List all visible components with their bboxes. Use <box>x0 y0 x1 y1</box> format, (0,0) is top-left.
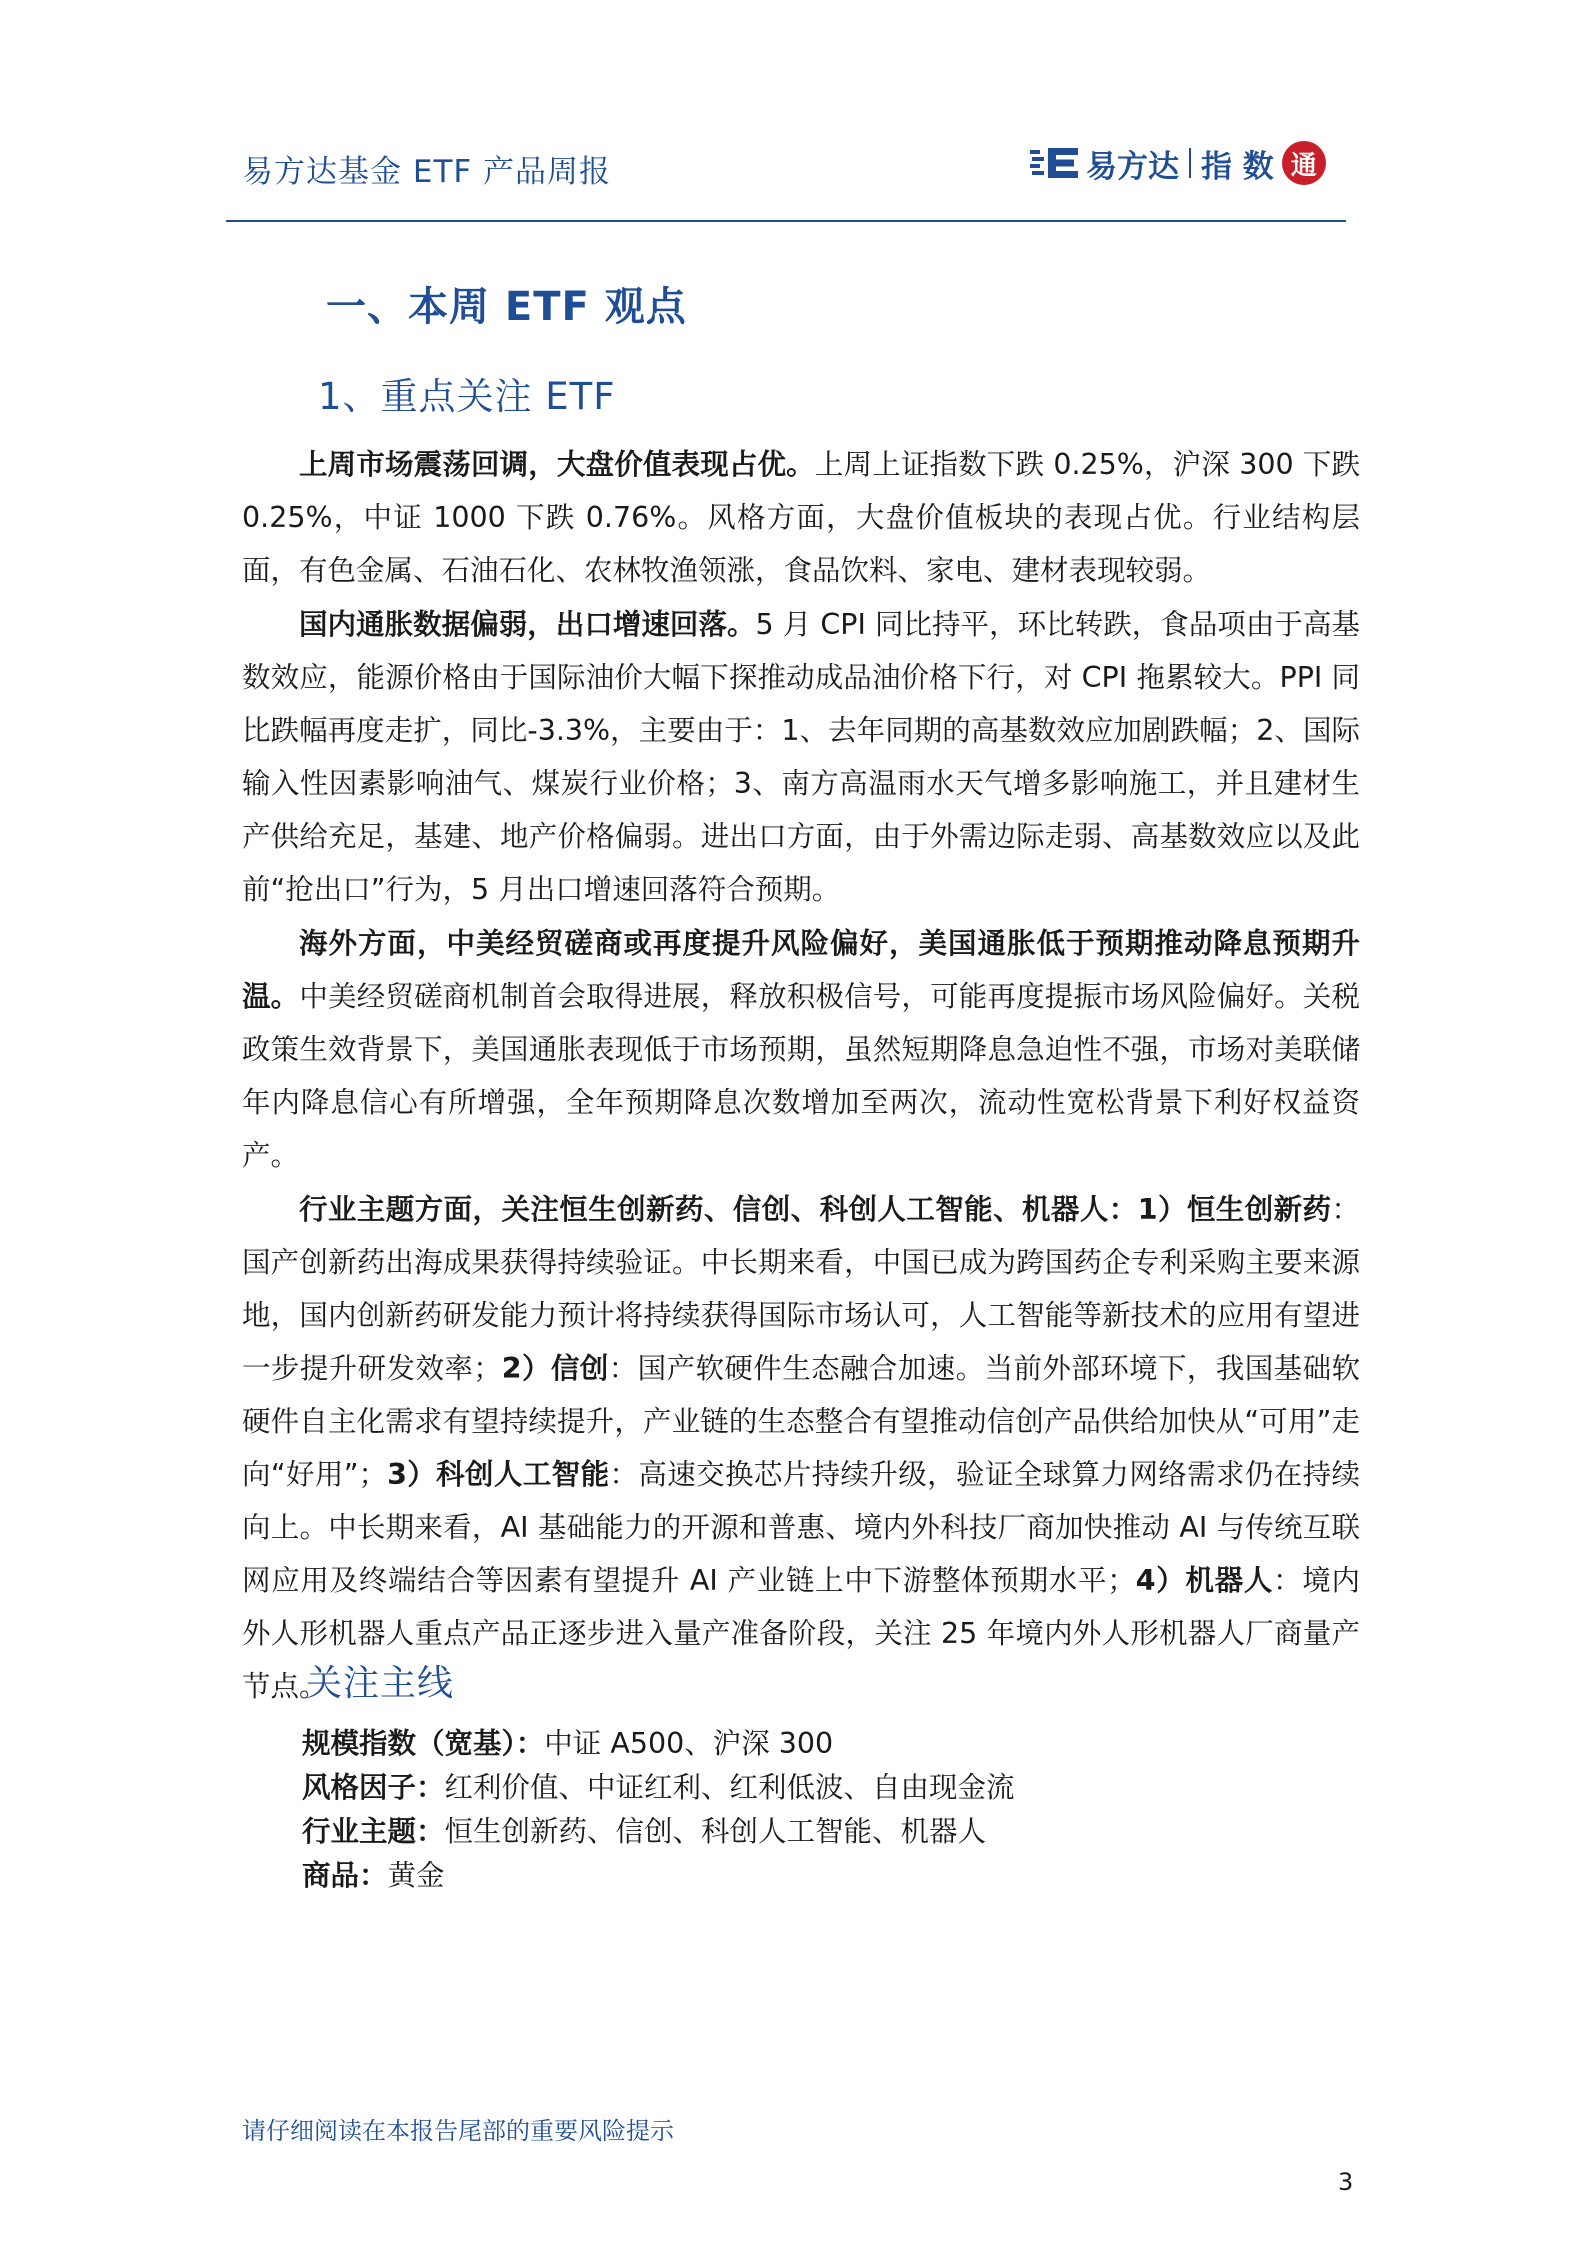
paragraph <box>242 1183 1360 1713</box>
focus-item <box>302 1854 1015 1898</box>
report-title: 易方达基金 ETF 产品周报 <box>242 154 612 190</box>
focus-label: 规模指数（宽基）： <box>302 1727 545 1760</box>
focus-value: 恒生创新药、信创、科创人工智能、机器人 <box>444 1815 987 1848</box>
focus-label: 商品： <box>302 1859 388 1892</box>
focus-label: 风格因子： <box>302 1771 445 1804</box>
focus-label: 行业主题： <box>302 1815 445 1848</box>
logo-badge: 通 <box>1282 141 1326 185</box>
paragraph <box>242 438 1360 597</box>
focus-list <box>302 1722 1015 1898</box>
section-subheading: 1、重点关注 ETF <box>318 375 616 418</box>
section-heading: 一、本周 ETF 观点 <box>326 284 687 330</box>
paragraph <box>242 917 1360 1182</box>
company-logo <box>1030 138 1326 188</box>
paragraph-text: 上周上证指数下跌 0.25%，沪深 300 下跌 0.25%，中证 1000 下跌 0.76%。风格方面，大盘价值板块的表现占优。行业结构层面，有色金属、石油石化、农林牧渔领涨，食品饮料、家电、建材表现较弱。 <box>242 448 1360 587</box>
logo-subtext: 指 数 <box>1201 148 1274 185</box>
topic-label: 1）恒生创新药 <box>1137 1193 1332 1226</box>
paragraph-lead: 上周市场震荡回调，大盘价值表现占优。 <box>299 448 815 481</box>
paragraph-text: ：境内外人形机器人重点产品正逐步进入量产准备阶段，关注 25 年境内外人形机器人厂商量产节点。 <box>242 1564 1360 1703</box>
topic-label: 3）科创人工智能 <box>387 1458 610 1491</box>
paragraph-lead: 国内通胀数据偏弱，出口增速回落。 <box>299 608 756 641</box>
topic-label: 4）机器人 <box>1135 1564 1274 1597</box>
logo-mark-icon <box>1030 148 1080 178</box>
logo-text: 易方达 <box>1086 148 1179 185</box>
paragraph-text: 中美经贸磋商机制首会取得进展，释放积极信号，可能再度提振市场风险偏好。关税政策生效背景下，美国通胀表现低于市场预期，虽然短期降息急迫性不强，市场对美联储年内降息信心有所增强，全年预期降息次数增加至两次，流动性宽松背景下利好权益资产。 <box>242 980 1360 1172</box>
page-number: 3 <box>1338 2168 1354 2196</box>
focus-item <box>302 1810 1015 1854</box>
paragraph-text: ：高速交换芯片持续升级，验证全球算力网络需求仍在持续向上。中长期来看，AI 基础能力的开源和普惠、境内外科技厂商加快推动 AI 与传统互联网应用及终端结合等因素有望提升 AI 产业链上中下游整体预期水平； <box>242 1458 1360 1597</box>
focus-item <box>302 1722 1015 1766</box>
body-text <box>242 438 1360 1714</box>
focus-value: 黄金 <box>387 1859 445 1892</box>
focus-value: 中证 A500、沪深 300 <box>544 1727 834 1760</box>
focus-value: 红利价值、中证红利、红利低波、自由现金流 <box>444 1771 1015 1804</box>
topic-label: 2）信创 <box>501 1352 609 1385</box>
paragraph-lead: 海外方面，中美经贸磋商或再度提升风险偏好，美国通胀低于预期推动降息预期升温。 <box>242 927 1360 1013</box>
paragraph-lead: 行业主题方面，关注恒生创新药、信创、科创人工智能、机器人： <box>299 1193 1138 1226</box>
risk-notice: 请仔细阅读在本报告尾部的重要风险提示 <box>242 2117 674 2145</box>
paragraph-text: ：国产创新药出海成果获得持续验证。中长期来看，中国已成为跨国药企专利采购主要来源地，国内创新药研发能力预计将持续获得国际市场认可，人工智能等新技术的应用有望进一步提升研发效率； <box>242 1193 1360 1385</box>
paragraph-text: ：国产软硬件生态融合加速。当前外部环境下，我国基础软硬件自主化需求有望持续提升，产业链的生态整合有望推动信创产品供给加快从“可用”走向“好用”； <box>242 1352 1360 1491</box>
paragraph-text: 5 月 CPI 同比持平，环比转跌，食品项由于高基数效应，能源价格由于国际油价大幅下探推动成品油价格下行，对 CPI 拖累较大。PPI 同比跌幅再度走扩，同比-3.3%，主要由于：1、去年同期的高基数效应加剧跌幅；2、国际输入性因素影响油气、煤炭行业价格；3、南方高温雨水天气增多影响施工，并且建材生产供给充足，基建、地产价格偏弱。进出口方面，由于外需边际走弱、高基数效应以及此前“抢出口”行为，5 月出口增速回落符合预期。 <box>242 608 1360 906</box>
paragraph <box>242 598 1360 916</box>
focus-item <box>302 1766 1015 1810</box>
logo-divider <box>1189 148 1191 178</box>
focus-title: 关注主线 <box>306 1663 455 1704</box>
header-divider <box>226 220 1346 222</box>
